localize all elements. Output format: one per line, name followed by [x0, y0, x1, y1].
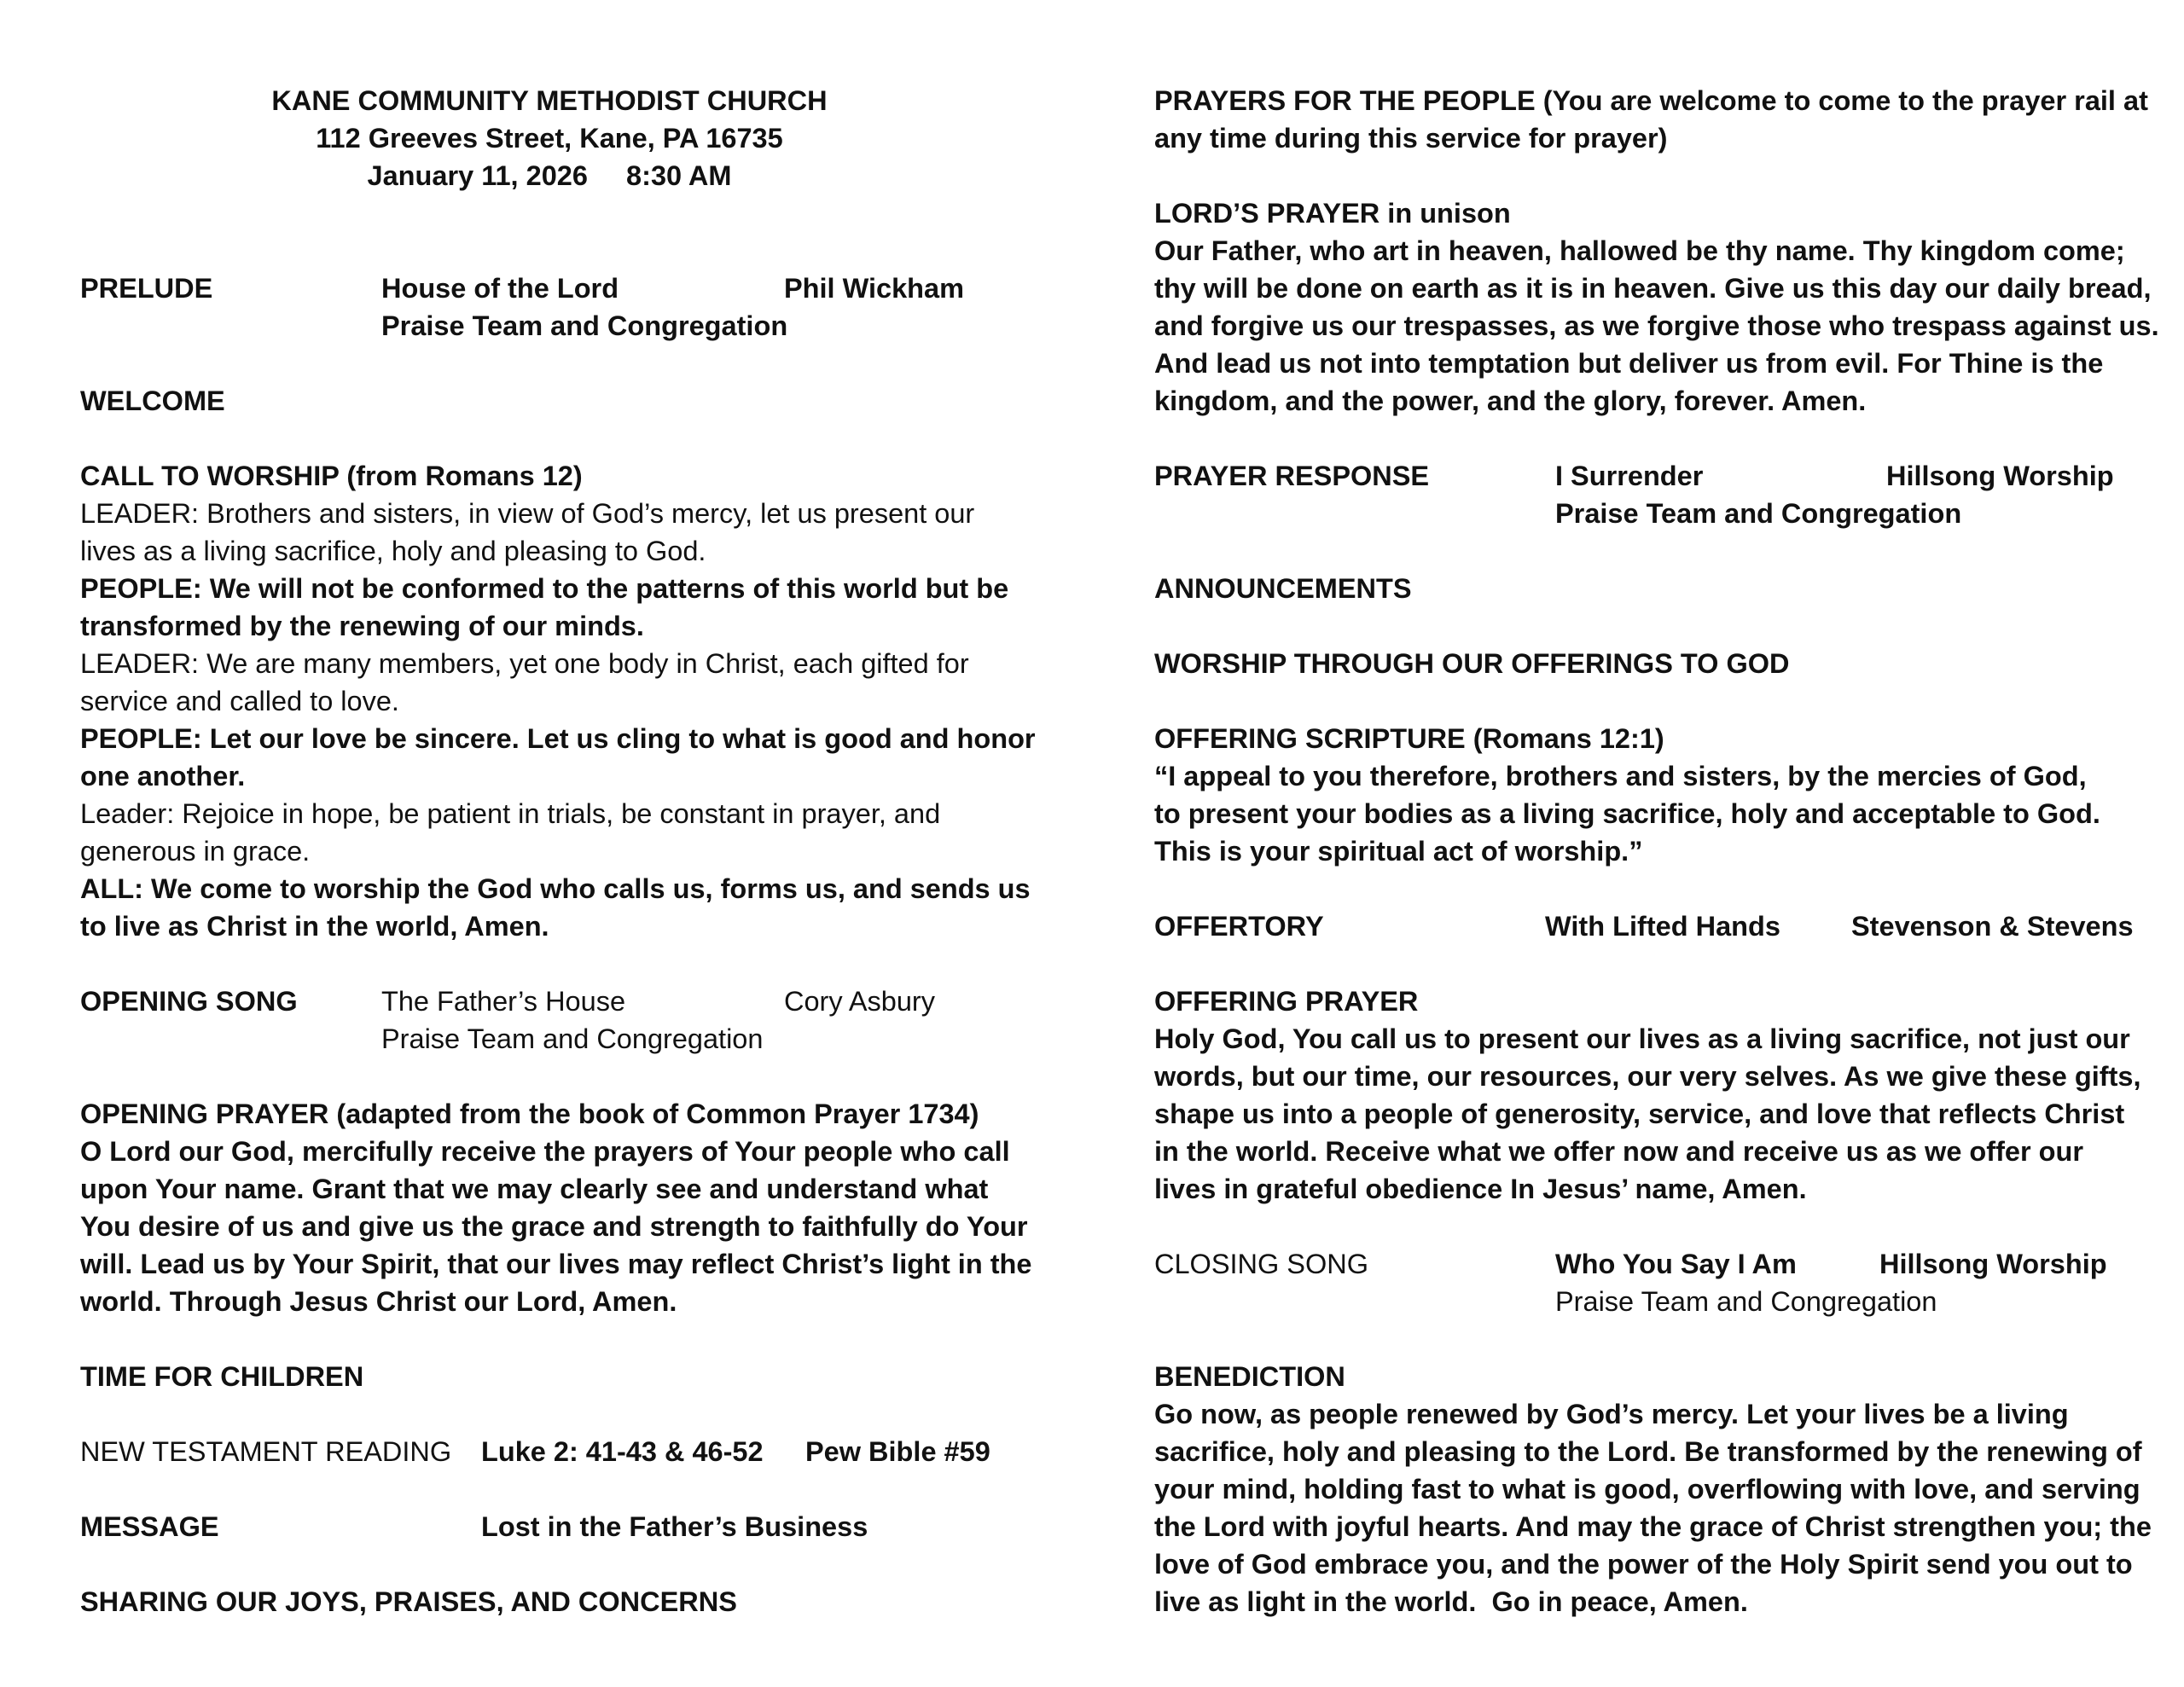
- benediction-line: love of God embrace you, and the power of the Holy Spirit send you out to: [1154, 1549, 2133, 1580]
- benediction-heading: BENEDICTION: [1154, 1361, 1345, 1392]
- prelude-title: House of the Lord: [381, 273, 619, 304]
- benediction-line: live as light in the world. Go in peace, Amen.: [1154, 1586, 1748, 1617]
- prayer-response-artist: Hillsong Worship: [1886, 461, 2114, 491]
- church-address: 112 Greeves Street, Kane, PA 16735: [316, 123, 783, 154]
- offering-prayer-line: in the world. Receive what we offer now and receive us as we offer our: [1154, 1136, 2084, 1167]
- call-line: generous in grace.: [80, 836, 311, 867]
- call-line: PEOPLE: We will not be conformed to the patterns of this world but be: [80, 573, 1009, 604]
- message-label: MESSAGE: [80, 1511, 219, 1542]
- call-line: ALL: We come to worship the God who calls us, forms us, and sends us: [80, 873, 1031, 904]
- prayer-response-row: [1154, 457, 2135, 495]
- closing-song-title: Who You Say I Am: [1555, 1249, 1797, 1279]
- prayer-response-performer: Praise Team and Congregation: [1555, 498, 1962, 529]
- closing-song-row: [1154, 1245, 2135, 1283]
- sharing-heading: SHARING OUR JOYS, PRAISES, AND CONCERNS: [80, 1586, 737, 1617]
- offering-prayer-line: lives in grateful obedience In Jesus’ name, Amen.: [1154, 1174, 1807, 1204]
- closing-song-label: CLOSING SONG: [1154, 1249, 1369, 1279]
- offering-scripture-line: to present your bodies as a living sacrifice, holy and acceptable to God.: [1154, 798, 2100, 829]
- call-line: to live as Christ in the world, Amen.: [80, 911, 549, 942]
- call-line: lives as a living sacrifice, holy and pleasing to God.: [80, 536, 706, 566]
- right-column: [1154, 82, 2159, 1620]
- lords-prayer-line: kingdom, and the power, and the glory, forever. Amen.: [1154, 386, 1867, 416]
- offering-prayer-line: words, but our time, our resources, our very selves. As we give these gifts,: [1154, 1061, 2141, 1092]
- call-line: one another.: [80, 761, 246, 791]
- opening-song-label: OPENING SONG: [80, 986, 298, 1017]
- offering-scripture-line: This is your spiritual act of worship.”: [1154, 836, 1643, 867]
- opening-song-artist: Cory Asbury: [784, 986, 936, 1017]
- call-line: LEADER: Brothers and sisters, in view of God’s mercy, let us present our: [80, 498, 975, 529]
- benediction-line: your mind, holding fast to what is good, overflowing with love, and serving: [1154, 1474, 2140, 1504]
- prayer-response-label: PRAYER RESPONSE: [1154, 461, 1430, 491]
- benediction-line: sacrifice, holy and pleasing to the Lord. Be transformed by the renewing of: [1154, 1436, 2142, 1467]
- call-line: LEADER: We are many members, yet one body in Christ, each gifted for: [80, 648, 969, 679]
- prelude-row: [80, 270, 1019, 307]
- call-line: service and called to love.: [80, 686, 399, 716]
- opening-prayer-line: You desire of us and give us the grace and strength to faithfully do Your: [80, 1211, 1028, 1242]
- offertory-label: OFFERTORY: [1154, 911, 1324, 942]
- offertory-artist: Stevenson & Stevens: [1851, 911, 2134, 942]
- opening-prayer-line: upon Your name. Grant that we may clearly see and understand what: [80, 1174, 989, 1204]
- closing-song-artist: Hillsong Worship: [1879, 1249, 2107, 1279]
- lords-prayer-line: Our Father, who art in heaven, hallowed be thy name. Thy kingdom come;: [1154, 235, 2125, 266]
- welcome-heading: WELCOME: [80, 386, 225, 416]
- time-for-children-heading: TIME FOR CHILDREN: [80, 1361, 364, 1392]
- opening-prayer-line: will. Lead us by Your Spirit, that our lives may reflect Christ’s light in the: [80, 1249, 1032, 1279]
- benediction-line: Go now, as people renewed by God’s mercy. Let your lives be a living: [1154, 1399, 2069, 1429]
- lords-prayer-line: thy will be done on earth as it is in heaven. Give us this day our daily bread,: [1154, 273, 2152, 304]
- message-title: Lost in the Father’s Business: [481, 1511, 868, 1542]
- offertory-title: With Lifted Hands: [1545, 911, 1780, 942]
- opening-prayer-line: world. Through Jesus Christ our Lord, Amen.: [80, 1286, 677, 1317]
- offering-scripture-line: “I appeal to you therefore, brothers and sisters, by the mercies of God,: [1154, 761, 2087, 791]
- left-column: [80, 82, 1036, 1620]
- offering-prayer-heading: OFFERING PRAYER: [1154, 986, 1419, 1017]
- lords-prayer-line: and forgive us our trespasses, as we forgive those who trespass against us.: [1154, 310, 2159, 341]
- prayers-people-line: any time during this service for prayer): [1154, 123, 1668, 154]
- offertory-row: [1154, 907, 2135, 945]
- nt-reading-page: Pew Bible #59: [805, 1436, 990, 1467]
- opening-song-row: [80, 983, 1019, 1020]
- opening-song-performer: Praise Team and Congregation: [381, 1023, 764, 1054]
- call-line: transformed by the renewing of our minds.: [80, 611, 644, 641]
- nt-reading-row: [80, 1433, 1019, 1470]
- call-line: Leader: Rejoice in hope, be patient in trials, be constant in prayer, and: [80, 798, 941, 829]
- call-line: PEOPLE: Let our love be sincere. Let us cling to what is good and honor: [80, 723, 1036, 754]
- benediction-line: the Lord with joyful hearts. And may the grace of Christ strengthen you; the: [1154, 1511, 2152, 1542]
- lords-prayer-line: And lead us not into temptation but deliver us from evil. For Thine is the: [1154, 348, 2104, 379]
- prayer-response-title: I Surrender: [1555, 461, 1704, 491]
- prayers-people-line: PRAYERS FOR THE PEOPLE (You are welcome to come to the prayer rail at: [1154, 85, 2148, 116]
- offering-prayer-line: shape us into a people of generosity, service, and love that reflects Christ: [1154, 1099, 2125, 1129]
- prelude-label: PRELUDE: [80, 273, 213, 304]
- offering-prayer-line: Holy God, You call us to present our lives as a living sacrifice, not just our: [1154, 1023, 2130, 1054]
- opening-prayer-heading: OPENING PRAYER (adapted from the book of Common Prayer 1734): [80, 1099, 979, 1129]
- nt-reading-label: NEW TESTAMENT READING: [80, 1436, 452, 1467]
- call-to-worship-heading: CALL TO WORSHIP (from Romans 12): [80, 461, 583, 491]
- service-date-time: January 11, 2026 8:30 AM: [367, 160, 732, 191]
- prelude-performer: Praise Team and Congregation: [381, 310, 788, 341]
- closing-song-performer: Praise Team and Congregation: [1555, 1286, 1937, 1317]
- nt-reading-passage: Luke 2: 41-43 & 46-52: [481, 1436, 764, 1467]
- message-row: [80, 1508, 1019, 1545]
- worship-offerings-heading: WORSHIP THROUGH OUR OFFERINGS TO GOD: [1154, 648, 1790, 679]
- offering-scripture-heading: OFFERING SCRIPTURE (Romans 12:1): [1154, 723, 1664, 754]
- opening-song-title: The Father’s House: [381, 986, 626, 1017]
- prelude-artist: Phil Wickham: [784, 273, 965, 304]
- lords-prayer-heading: LORD’S PRAYER in unison: [1154, 198, 1511, 229]
- church-name: KANE COMMUNITY METHODIST CHURCH: [271, 85, 828, 116]
- opening-prayer-line: O Lord our God, mercifully receive the prayers of Your people who call: [80, 1136, 1010, 1167]
- announcements-heading: ANNOUNCEMENTS: [1154, 573, 1412, 604]
